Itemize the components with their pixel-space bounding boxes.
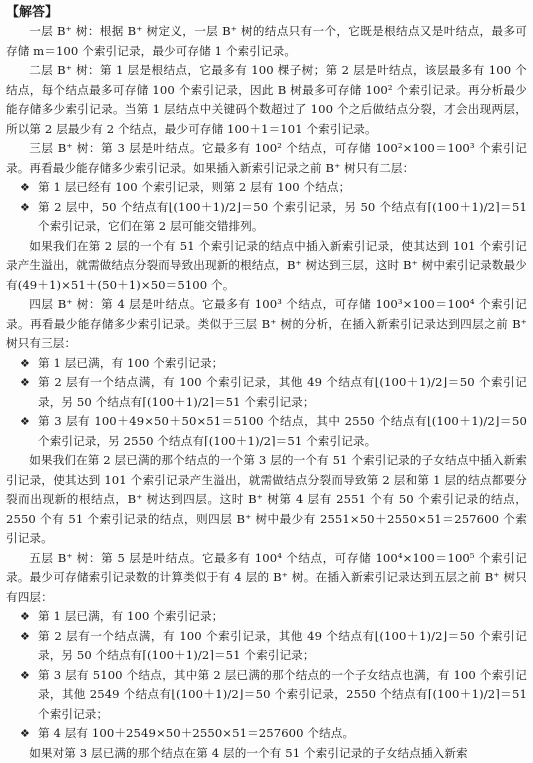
diamond-bullet-icon: ❖	[20, 627, 30, 647]
paragraph-four-level-split: 如果我们在第 2 层已满的那个结点的一个第 3 层的一个有 51 个索引记录的子女结点中插入新索引记录，使其达到 101 个索引记录产生溢出，就需做结点分裂而导致第 2 层和第 1 层的结点都要分裂而出现新的根结点，B⁺ 树达到四层。这时 B⁺ 树第 4 层有 2551 个有 50 个索引记录的结点，2550 个有 51 个索引记录的结点，则四层 B⁺ 树中最少有 2551×50＋2550×51＝257600 个索引记录。	[6, 451, 527, 549]
diamond-bullet-icon: ❖	[20, 607, 30, 627]
list-item: ❖ 第 1 层已经有 100 个索引记录，则第 2 层有 100 个结点；	[6, 178, 527, 198]
bullet-list-five-level	[6, 607, 527, 744]
paragraph-four-level-tree: 四层 B⁺ 树：第 4 层是叶结点。它最多有 100³ 个结点，可存储 100³×100＝100⁴ 个索引记录。再看最少能存储多少索引记录。类似于三层 B⁺ 树的分析，在插入新索引记录达到四层之前 B⁺ 树只有三层：	[6, 295, 527, 354]
list-item: ❖ 第 4 层有 100＋2549×50＋2550×51＝257600 个结点。	[6, 724, 527, 744]
paragraph-five-level-split: 如果对第 3 层已满的那个结点在第 4 层的一个有 51 个索引记录的子女结点插入新索	[6, 744, 527, 763]
diamond-bullet-icon: ❖	[20, 178, 30, 198]
paragraph-three-level-tree: 三层 B⁺ 树：第 3 层是叶结点。它最多有 100² 个结点，可存储 100²×100＝100³ 个索引记录。再看最少能存储多少索引记录。如果插入新索引记录之前 B⁺ 树只有二层：	[6, 139, 527, 178]
diamond-bullet-icon: ❖	[20, 724, 30, 744]
diamond-bullet-icon: ❖	[20, 373, 30, 393]
diamond-bullet-icon: ❖	[20, 198, 30, 218]
list-item: ❖ 第 1 层已满，有 100 个索引记录；	[6, 607, 527, 627]
bullet-list-three-level	[6, 178, 527, 237]
diamond-bullet-icon: ❖	[20, 412, 30, 432]
paragraph-five-level-tree: 五层 B⁺ 树：第 5 层是叶结点。它最多有 100⁴ 个结点，可存储 100⁴×100＝100⁵ 个索引记录。最少可存储索引记录数的计算类似于有 4 层的 B⁺ 树。在插入新索引记录达到五层之前 B⁺ 树只有四层：	[6, 549, 527, 608]
paragraph-three-level-split: 如果我们在第 2 层的一个有 51 个索引记录的结点中插入新索引记录，使其达到 101 个索引记录产生溢出，就需做结点分裂而导致出现新的根结点，B⁺ 树达到三层，这时 B⁺ 树中索引记录数最少有(49＋1)×51＋(50＋1)×50＝5100 个。	[6, 237, 527, 296]
list-item: ❖ 第 2 层有一个结点满，有 100 个索引记录，其他 49 个结点有⌊(100＋1)/2⌋＝50 个索引记录，另 50 个结点有⌈(100＋1)/2⌉＝51 个索引记录；	[6, 627, 527, 666]
bullet-list-four-level	[6, 354, 527, 452]
list-item: ❖ 第 2 层有一个结点满，有 100 个索引记录，其他 49 个结点有⌊(100＋1)/2⌋＝50 个索引记录，另 50 个结点有⌈(100＋1)/2⌉＝51 个索引记录；	[6, 373, 527, 412]
answer-heading: 【解答】	[6, 4, 527, 22]
paragraph-two-level-tree: 二层 B⁺ 树：第 1 层是根结点，它最多有 100 棵子树；第 2 层是叶结点，该层最多有 100 个结点，每个结点最多可存储 100 个索引记录，因此 B 树最多可存储 100² 个索引记录。再分析最少能存储多少索引记录。当第 1 层结点中关键码个数超过了 100 个之后做结点分裂，才会出现两层，所以第 2 层最少有 2 个结点，最少可存储 100＋1＝101 个索引记录。	[6, 61, 527, 139]
list-item: ❖ 第 1 层已满，有 100 个索引记录；	[6, 354, 527, 374]
list-item: ❖ 第 2 层中，50 个结点有⌊(100＋1)/2⌋＝50 个索引记录，另 50 个结点有⌈(100＋1)/2⌉＝51 个索引记录，它们在第 2 层可能交错排列。	[6, 198, 527, 237]
list-item: ❖ 第 3 层有 5100 个结点，其中第 2 层已满的那个结点的一个子女结点也满，有 100 个索引记录，其他 2549 个结点有⌊(100＋1)/2⌋＝50 个索引记录，2550 个结点有⌈(100＋1)/2⌉＝51 个索引记录；	[6, 666, 527, 725]
paragraph-one-level-tree: 一层 B⁺ 树：根据 B⁺ 树定义，一层 B⁺ 树的结点只有一个，它既是根结点又是叶结点，最多可存储 m＝100 个索引记录，最少可存储 1 个索引记录。	[6, 22, 527, 61]
list-item: ❖ 第 3 层有 100＋49×50＋50×51＝5100 个结点，其中 2550 个结点有⌊(100＋1)/2⌋＝50 个索引记录，另 2550 个结点有⌈(100＋1)/2⌉＝51 个索引记录。	[6, 412, 527, 451]
diamond-bullet-icon: ❖	[20, 666, 30, 686]
diamond-bullet-icon: ❖	[20, 354, 30, 374]
